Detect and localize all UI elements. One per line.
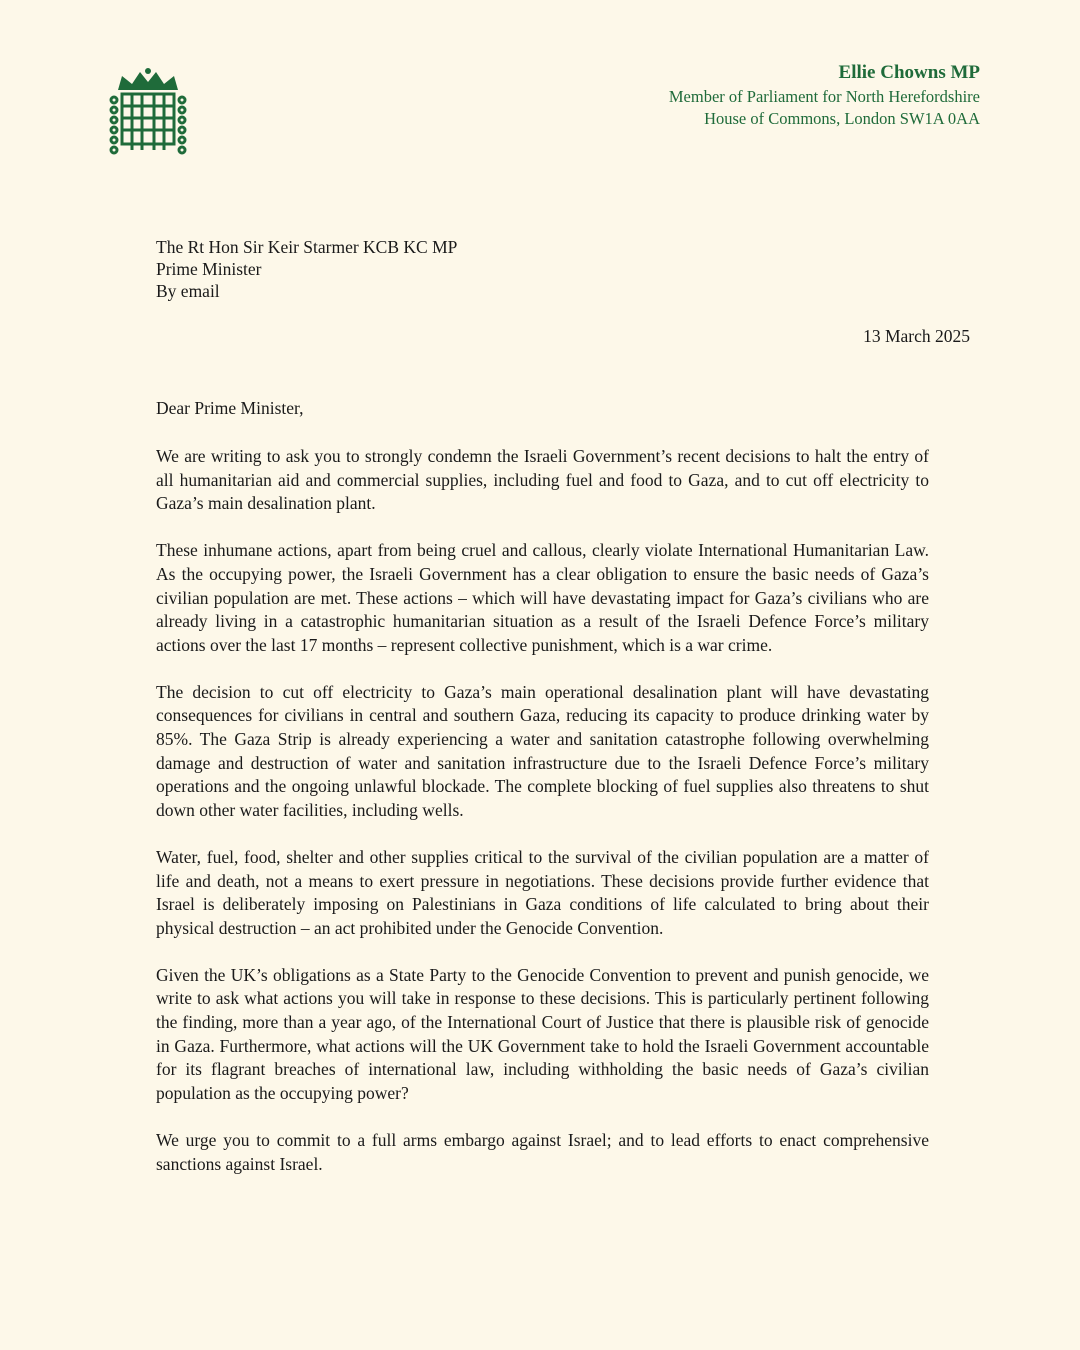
sender-name: Ellie Chowns MP [838,62,980,83]
letter-body [156,445,929,1199]
portcullis-crest-icon [108,68,188,156]
sender-address: House of Commons, London SW1A 0AA [704,109,980,128]
paragraph-1: We are writing to ask you to strongly condemn the Israeli Government’s recent decisions to halt the entry of all humanitarian aid and commercial supplies, including fuel and food to Gaza, and to cut off electricity to Gaza’s main desalination plant. [156,446,929,514]
sender-role: Member of Parliament for North Herefordshire [668,87,980,106]
salutation: Dear Prime Minister, [156,398,304,418]
recipient-block [156,236,457,302]
paragraph-4: Water, fuel, food, shelter and other supplies critical to the survival of the civilian population are a matter of life and death, not a means to exert pressure in negotiations. These decisions provide further evidence that Israel is deliberately imposing on Palestinians in Gaza conditions of life calculated to bring about their physical destruction – an act prohibited under the Genocide Convention. [156,846,929,938]
recipient-delivery: By email [156,281,220,301]
paragraph-2: These inhumane actions, apart from being cruel and callous, clearly violate International Humanitarian Law. As the occupying power, the Israeli Government has a clear obligation to ensure the basic needs of Gaza’s civilian population are met. These actions – which will have devastating impact for Gaza’s civilians who are already living in a catastrophic humanitarian situation as a result of the Israeli Defence Force’s military actions over the last 17 months – represent collective punishment, which is a war crime. [156,540,929,655]
paragraph-3: The decision to cut off electricity to Gaza’s main operational desalination plant will have devastating consequences for civilians in central and southern Gaza, reducing its capacity to produce drinking water by 85%. The Gaza Strip is already experiencing a water and sanitation catastrophe following overwhelming damage and destruction of water and sanitation infrastructure due to the Israeli Defence Force’s military operations and the ongoing unlawful blockade. The complete blocking of fuel supplies also threatens to shut down other water facilities, including wells. [156,681,929,821]
paragraph-6: We urge you to commit to a full arms embargo against Israel; and to lead efforts to enact comprehensive sanctions against Israel. [156,1129,929,1174]
recipient-title: Prime Minister [156,259,262,279]
paragraph-5: Given the UK’s obligations as a State Party to the Genocide Convention to prevent and punish genocide, we write to ask what actions you will take in response to these decisions. This is particularly pertinent following the finding, more than a year ago, of the International Court of Justice that there is plausible risk of genocide in Gaza. Furthermore, what actions will the UK Government take to hold the Israeli Government accountable for its flagrant breaches of international law, including withholding the basic needs of Gaza’s civilian population as the occupying power? [156,964,929,1104]
letter-date: 13 March 2025 [863,326,970,346]
recipient-name: The Rt Hon Sir Keir Starmer KCB KC MP [156,237,458,257]
sender-block [669,60,980,130]
